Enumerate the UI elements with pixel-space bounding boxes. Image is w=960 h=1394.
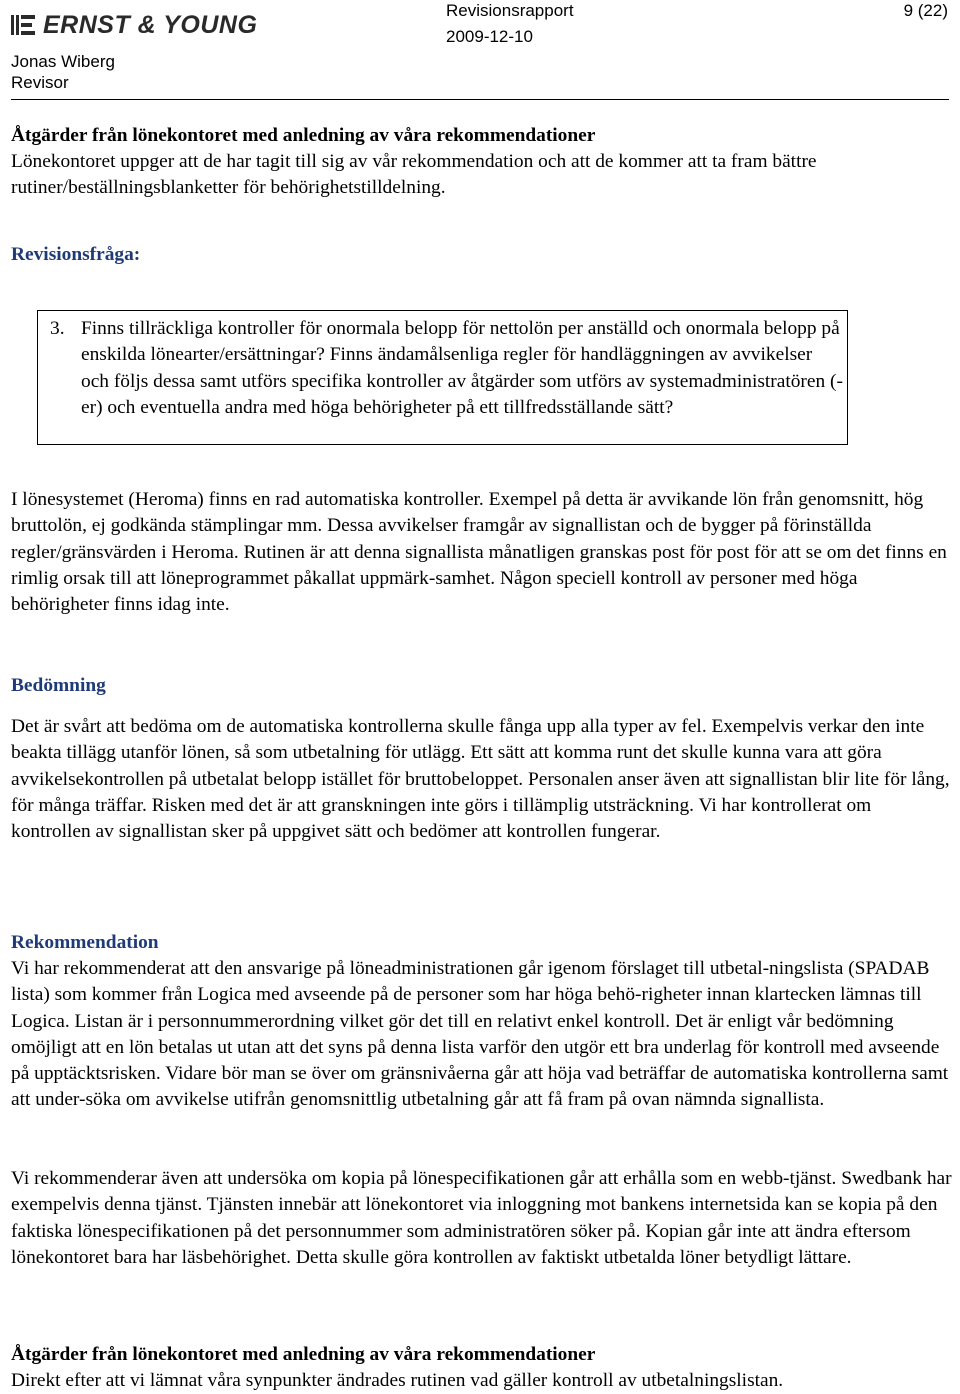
- assessment-heading: Bedömning: [11, 675, 106, 696]
- page-number: 9 (22): [903, 1, 948, 20]
- section1-body: Lönekontoret uppger att de har tagit till sig av vår rekommendation och att de kommer att ta fram bättre rutiner/beställningsblanketter för behörighetstilldelning.: [11, 151, 817, 199]
- author-name: Jonas Wiberg: [11, 52, 115, 71]
- header-divider: [11, 99, 949, 100]
- assessment-body: Det är svårt att bedöma om de automatiska kontrollerna skulle fånga upp alla typer av fel. Exempelvis verkar den inte beakta tillägg utanför lönen, så som utbetalning för utlägg. Ett sätt att komma runt det skulle kunna vara att göra avvikelsekontrollen på utbetalat belopp istället för bruttobeloppet. Personalen anser även att signallistan blir lite för lång, för många träffar. Risken med det är att granskningen inte görs i tillämplig utsträckning. Vi har kontrollerat om kontrollen av signallistan sker på uppgivet sätt och bedömer att kontrollen fungerar.: [11, 716, 950, 843]
- systems-paragraph: I lönesystemet (Heroma) finns en rad automatiska kontroller. Exempel på detta är avvikande lön från genomsnitt, hög bruttolön, ej godkända stämplingar mm. Dessa avvikelser framgår av signallistan och de bygger på förinställda regler/gränsvärden i Heroma. Rutinen är att denna signallista månatligen granskas post för post för att se om det finns en rimlig orsak till att löneprogrammet påkallat uppmärk-samhet. Någon speciell kontroll av personer med höga behörigheter finns idag inte.: [11, 489, 947, 616]
- author-role: Revisor: [11, 73, 69, 92]
- recommendation-body-1: Vi har rekommenderat att den ansvarige på löneadministrationen går igenom förslaget till utbetal-ningslista (SPADAB lista) som kommer från Logica med avseende på de personer som har höga behö-righeter innan klartecken lämnas till Logica. Listan är i personnummerordning vilket gör det till en relativt enkel kontroll. Det är enligt vår bedömning omöjligt att en lön betalas ut utan att det syns på denna lista varför den utgör ett bra underlag för kontroll med avseende på upptäcktsrisken. Vidare bör man se över om gränsnivåerna går att höja vad beträffar de automatiska kontrollerna samt att under-söka om avvikelse utifrån genomsnittlig utbetalning går att få fram på ovan nämnda signallista.: [11, 958, 949, 1111]
- section2-body: Direkt efter att vi lämnat våra synpunkter ändrades rutinen vad gäller kontroll av utbetalningslistan.: [11, 1370, 784, 1391]
- question-box: [37, 310, 848, 445]
- section2-heading: Åtgärder från lönekontoret med anledning av våra rekommendationer: [11, 1344, 596, 1365]
- question-text: Finns tillräckliga kontroller för onormala belopp för nettolön per anställd och onormala belopp på enskilda lönearter/ersättningar? Finns ändamålsenliga regler för handläggningen av avvikelser och följs dessa samt utförs specifika kontroller av åtgärder som utförs av systemadministratören (-er) och eventuella andra med höga behörigheter på ett tillfredsställande sätt?: [81, 318, 843, 418]
- report-title: Revisionsrapport: [446, 1, 574, 20]
- ernst-young-logo-icon: [11, 12, 37, 38]
- question-number: 3.: [50, 318, 65, 339]
- question-label: Revisionsfråga:: [11, 244, 141, 265]
- company-logo: [11, 8, 257, 42]
- company-name: ERNST & YOUNG: [43, 10, 258, 39]
- section1-heading: Åtgärder från lönekontoret med anledning av våra rekommendationer: [11, 125, 596, 146]
- recommendation-heading: Rekommendation: [11, 932, 159, 953]
- report-date: 2009-12-10: [446, 27, 533, 46]
- recommendation-body-2: Vi rekommenderar även att undersöka om kopia på lönespecifikationen går att erhålla som en webb-tjänst. Swedbank har exempelvis denna tjänst. Tjänsten innebär att lönekontoret via inloggning mot bankens internetsida kan se kopia på den faktiska lönespecifikationen på det personnummer som administratören söker på. Kopian går inte att ändra eftersom lönekontoret bara har läsbehörighet. Detta skulle göra kontrollen av faktiskt utbetalda löner betydligt lättare.: [11, 1168, 952, 1268]
